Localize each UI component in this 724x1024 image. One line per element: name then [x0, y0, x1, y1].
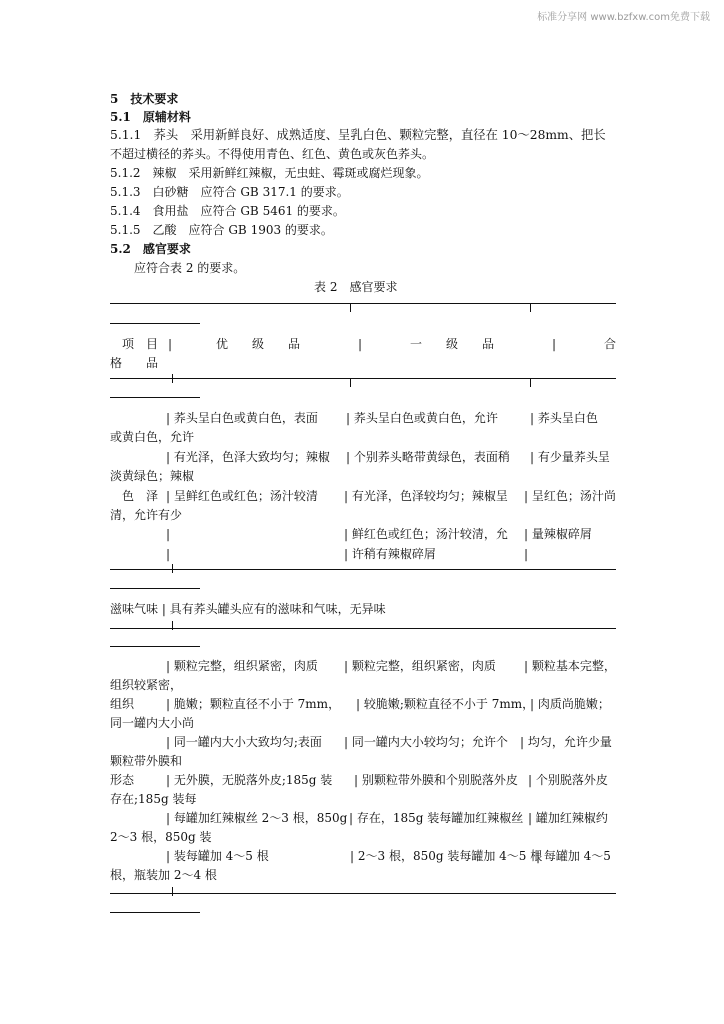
- header-qualified-cont: 格 品: [110, 356, 159, 370]
- section-5-heading: 5 技术要求: [110, 92, 179, 106]
- color-l1-c1: | 荞头呈白色或黄白色，表面: [166, 411, 318, 425]
- form-l6: 颗粒带外膜和: [110, 754, 183, 768]
- table-tick: [530, 303, 531, 312]
- table-rule-short: [110, 588, 200, 589]
- form-l11-c2: | 2～3 根，850g 装每罐加 4～5 根: [350, 849, 543, 863]
- color-l5-c3: | 呈红色；汤汁尚: [524, 489, 616, 503]
- header-sep: |: [168, 337, 173, 351]
- table-top-rule: [110, 303, 616, 304]
- section-5-1-3: 5.1.3 白砂糖 应符合 GB 317.1 的要求。: [110, 185, 349, 199]
- color-l7-c3: | 量辣椒碎屑: [524, 527, 592, 541]
- color-l3-c3: | 有少量荞头呈: [530, 450, 610, 464]
- form-l7-c1: | 无外膜，无脱落外皮;185g 装: [166, 773, 333, 787]
- header-first: 一 级 品: [410, 337, 495, 351]
- table-tick: [172, 374, 173, 383]
- color-l7-c2: | 鲜红色或红色；汤汁较清，允: [344, 527, 508, 541]
- color-l5-c2: | 有光泽，色泽较均匀；辣椒呈: [344, 489, 508, 503]
- color-l4: 淡黄绿色；辣椒: [110, 469, 195, 483]
- color-l3-c1: | 有光泽，色泽大致均匀；辣椒: [166, 450, 330, 464]
- form-row-label: 组织: [110, 697, 135, 711]
- form-l4: 同一罐内大小尚: [110, 716, 195, 730]
- header-qualified: 合: [604, 337, 617, 351]
- form-l7-c3: | 个别脱落外皮: [528, 773, 608, 787]
- table-tick: [350, 378, 351, 387]
- header-sep: |: [358, 337, 363, 351]
- color-l5-c1: | 呈鲜红色或红色；汤汁较清: [166, 489, 318, 503]
- color-l7-c1: |: [166, 527, 171, 541]
- section-5-1-4: 5.1.4 食用盐 应符合 GB 5461 的要求。: [110, 204, 345, 218]
- table-rule-short: [110, 397, 200, 398]
- section-5-1-1-line2: 不超过横径的荞头。不得使用青色、红色、黄色或灰色荞头。: [110, 147, 435, 161]
- section-5-1-5: 5.1.5 乙酸 应符合 GB 1903 的要求。: [110, 223, 333, 237]
- table-tick: [530, 378, 531, 387]
- form-l1-c3: | 颗粒基本完整，: [524, 659, 616, 673]
- form-l11-c1: | 装每罐加 4～5 根: [166, 849, 269, 863]
- form-l9-c1: | 每罐加红辣椒丝 2～3 根，850g: [166, 811, 348, 825]
- form-l7-c2: | 别颗粒带外膜和个别脱落外皮: [354, 773, 518, 787]
- watermark: 标准分享网 www.bzfxw.com免费下载: [537, 12, 710, 23]
- section-5-1-heading: 5.1 原辅材料: [110, 110, 191, 124]
- taste-row: 滋味气味 | 具有荞头罐头应有的滋味和气味，无异味: [110, 602, 386, 616]
- form-l9-c3: | 罐加红辣椒约: [528, 811, 608, 825]
- form-l3-c2: | 较脆嫩;颗粒直径不小于 7mm，: [356, 697, 535, 711]
- table-bottom-rule: [110, 893, 616, 894]
- table-caption: 表 2 感官要求: [314, 280, 398, 294]
- form-l5-c2: | 同一罐内大小较均匀；允许个: [344, 735, 508, 749]
- table-rule-short: [110, 323, 200, 324]
- form-l5-c1: | 同一罐内大小大致均匀;表面: [166, 735, 322, 749]
- section-5-1-2: 5.1.2 辣椒 采用新鲜红辣椒，无虫蛀、霉斑或腐烂现象。: [110, 166, 429, 180]
- form-l9-c2: | 存在，185g 装每罐加红辣椒丝: [349, 811, 524, 825]
- form-l5-c3: | 均匀，允许少量: [520, 735, 612, 749]
- form-l1-c1: | 颗粒完整，组织紧密，肉质: [166, 659, 318, 673]
- header-premium: 优 级 品: [216, 337, 301, 351]
- table-tick: [172, 887, 173, 896]
- table-rule: [110, 628, 616, 629]
- form-l8: 存在;185g 装每: [110, 792, 197, 806]
- color-row-label: 色 泽: [122, 489, 159, 503]
- table-rule: [110, 569, 616, 570]
- form-l3-c3: | 肉质尚脆嫩；: [530, 697, 610, 711]
- form-l1-c2: | 颗粒完整，组织紧密，肉质: [344, 659, 496, 673]
- header-item: 项 目: [122, 337, 159, 351]
- form-l12: 根，瓶装加 2～4 根: [110, 868, 217, 882]
- color-l6: 清，允许有少: [110, 508, 183, 522]
- color-l3-c2: | 个别荞头略带黄绿色，表面稍: [346, 450, 510, 464]
- header-sep: |: [552, 337, 557, 351]
- form-l10: 2～3 根，850g 装: [110, 830, 212, 844]
- table-rule-short: [110, 646, 200, 647]
- form-l2: 组织较紧密，: [110, 678, 183, 692]
- table-tick: [350, 303, 351, 312]
- form-row-label-2: 形态: [110, 773, 135, 787]
- section-5-2-text: 应符合表 2 的要求。: [134, 261, 246, 275]
- color-l1-c3: | 荞头呈白色: [530, 411, 598, 425]
- table-tick: [172, 564, 173, 573]
- table-tick: [172, 621, 173, 630]
- table-rule-short: [110, 912, 200, 913]
- form-l3-c1: | 脆嫩；颗粒直径不小于 7mm，: [166, 697, 341, 711]
- color-l1-c2: | 荞头呈白色或黄白色，允许: [346, 411, 498, 425]
- color-l2: 或黄白色，允许: [110, 430, 195, 444]
- section-5-2-heading: 5.2 感官要求: [110, 242, 191, 256]
- color-l8-c1: |: [166, 547, 171, 561]
- section-5-1-1-line1: 5.1.1 荞头 采用新鲜良好、成熟适度、呈乳白色、颗粒完整，直径在 10～28mm、把长: [110, 128, 606, 142]
- form-l11-c3: | 每罐加 4～5: [536, 849, 611, 863]
- table-rule: [110, 378, 616, 379]
- color-l8-c3: |: [524, 547, 529, 561]
- color-l8-c2: | 许稍有辣椒碎屑: [344, 547, 436, 561]
